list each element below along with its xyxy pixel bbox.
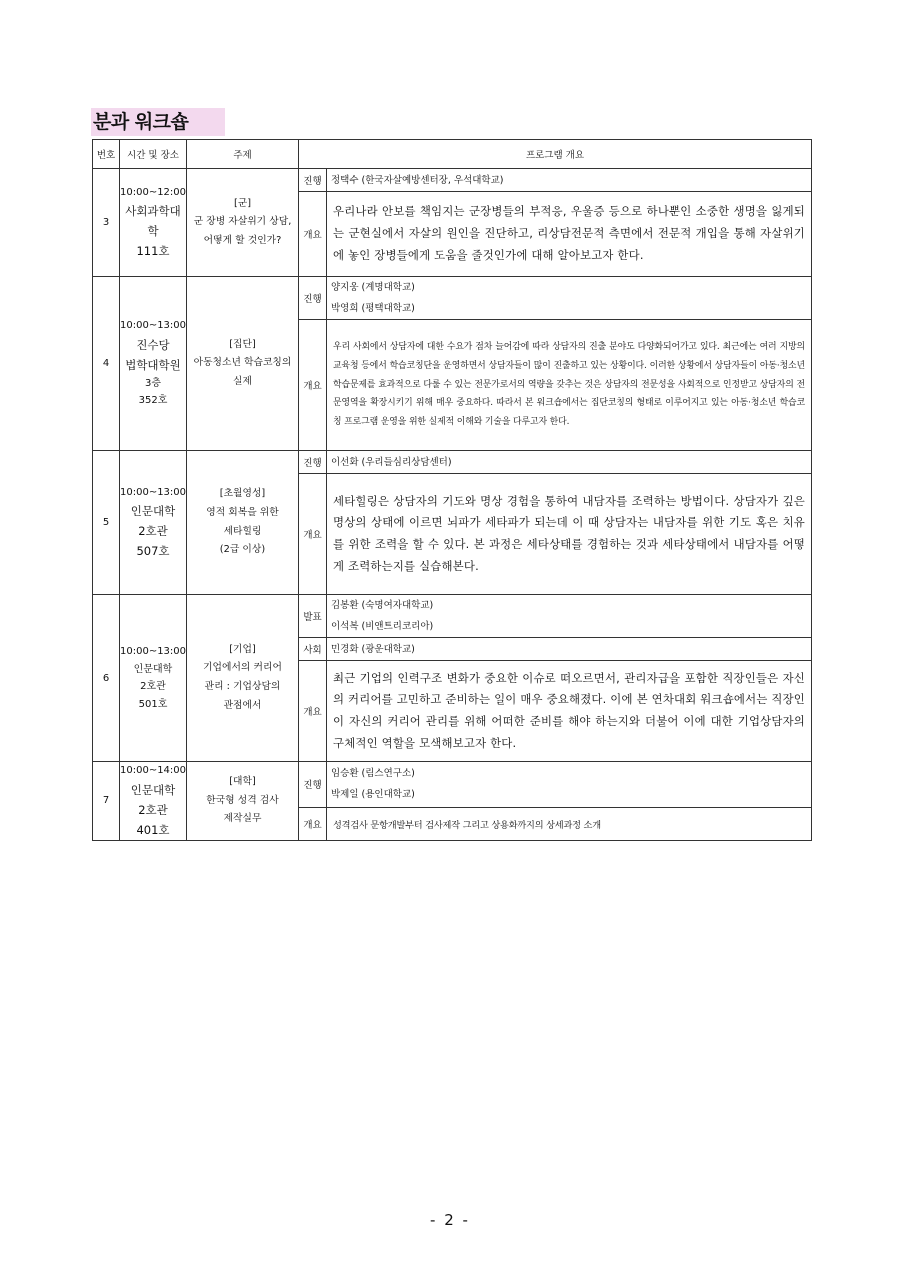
topic-line: 어떻게 할 것인가?: [203, 234, 282, 246]
person-name: 민경화 (광운대학교): [331, 643, 415, 655]
place-line: 사회과학대: [125, 204, 181, 219]
place-line: 진수당: [136, 337, 170, 352]
table-row: [93, 451, 812, 474]
topic-line: [대학]: [229, 776, 256, 788]
row-number: 3: [93, 169, 120, 277]
role-label: 진행: [299, 277, 327, 320]
row-number: 6: [93, 595, 120, 762]
time-place-cell: [120, 277, 187, 451]
topic-line: 관점에서: [223, 699, 262, 711]
header-topic: 주제: [187, 140, 299, 169]
place-line: 인문대학: [130, 782, 176, 797]
topic-cell: [187, 451, 299, 595]
role-label: 사회: [299, 638, 327, 661]
overview-text: 최근 기업의 인력구조 변화가 중요한 이슈로 떠오르면서, 관리자급을 포함한 직장인들은 자신의 커리어를 고민하고 준비하는 일이 매우 중요해졌다. 이에 본 연차대회 워크숍에서는 직장인이 자신의 커리어 관리를 위해 어떠한 준비를 해야 하는지와 더불어 이에 대한 기업상담자의 구체적인 역할을 모색해보고자 한다.: [327, 661, 812, 762]
person-cell: [327, 169, 812, 192]
person-name: 박영희 (평택대학교): [331, 303, 415, 314]
place-line: 3층: [144, 377, 162, 389]
time: 10:00~13:00: [120, 486, 187, 498]
header-time-place: 시간 및 장소: [120, 140, 187, 169]
topic-line: [군]: [233, 197, 252, 209]
person-name: 양지웅 (계명대학교): [331, 282, 415, 293]
time-place-cell: [120, 595, 187, 762]
page-number: - 2 -: [430, 1211, 470, 1229]
topic-line: [집단]: [229, 338, 256, 350]
place-line: 2호관: [140, 681, 166, 692]
topic-line: 실제: [233, 375, 252, 387]
topic-line: (2급 이상): [219, 544, 266, 556]
role-label: 개요: [299, 807, 327, 840]
topic-line: 세타힐링: [223, 525, 262, 537]
topic-line: 기업에서의 커리어: [203, 662, 282, 674]
topic-line: 아동청소년 학습코칭의: [193, 357, 292, 369]
place-line: 111호: [136, 244, 170, 259]
role-label: 진행: [299, 451, 327, 474]
person-name: 박제일 (용인대학교): [331, 789, 415, 801]
topic-cell: [187, 595, 299, 762]
topic-line: 관리 : 기업상담의: [204, 681, 281, 692]
person-name: 임승환 (림스연구소): [331, 768, 415, 780]
person-cell: [327, 595, 812, 638]
role-label: 개요: [299, 320, 327, 451]
person-cell: [327, 277, 812, 320]
table-header-row: [93, 140, 812, 169]
place-line: 401호: [136, 822, 170, 837]
place-line: 507호: [136, 544, 170, 559]
role-label: 발표: [299, 595, 327, 638]
time-place-cell: [120, 169, 187, 277]
time-place-cell: [120, 762, 187, 841]
person-cell: [327, 638, 812, 661]
role-label: 개요: [299, 474, 327, 595]
topic-cell: [187, 762, 299, 841]
place-line: 352호: [138, 395, 168, 407]
topic-cell: [187, 277, 299, 451]
row-number: 7: [93, 762, 120, 841]
time-place-cell: [120, 451, 187, 595]
table-row: [93, 595, 812, 638]
overview-text: 우리나라 안보를 책임지는 군장병들의 부적응, 우울증 등으로 하나뿐인 소중한 생명을 잃게되는 군현실에서 자살의 원인을 진단하고, 리상담전문적 측면에서 전문적 개입을 통해 자살위기에 놓인 장병들에게 도움을 줄것인가에 대해 알아보고자 한다.: [327, 192, 812, 277]
topic-cell: [187, 169, 299, 277]
person-name: 정택수 (한국자살예방센터장, 우석대학교): [331, 174, 504, 186]
row-number: 4: [93, 277, 120, 451]
time: 10:00~12:00: [120, 186, 187, 198]
topic-line: 군 장병 자살위기 상담,: [193, 216, 292, 228]
header-no: 번호: [93, 140, 120, 169]
time: 10:00~13:00: [120, 320, 187, 332]
person-name: 김봉환 (숙명여자대학교): [331, 600, 434, 611]
role-label: 개요: [299, 661, 327, 762]
topic-line: 한국형 성격 검사: [206, 794, 279, 806]
place-line: 인문대학: [133, 663, 173, 675]
person-cell: [327, 762, 812, 808]
person-cell: [327, 451, 812, 474]
place-line: 인문대학: [130, 504, 176, 519]
place-line: 2호관: [138, 524, 168, 539]
table-row: [93, 762, 812, 808]
topic-line: [기업]: [229, 643, 256, 655]
overview-text: 우리 사회에서 상담자에 대한 수요가 점차 늘어감에 따라 상담자의 진출 분야도 다양화되어가고 있다. 최근에는 여러 지방의 교육청 등에서 학습코칭단을 운영하면서 상담자들이 많이 진출하고 있는 상황이다. 이러한 상황에서 상담자들이 아동·청소년 학습문제를 효과적으로 다룰 수 있는 전문가로서의 역량을 갖추는 것은 상담자의 전문성을 사회적으로 인정받고 상담자의 전문영역을 확장시키기 위해 매우 중요하다. 따라서 본 워크숍에서는 집단코칭의 형태로 이루어지고 있는 아동·청소년 학습코칭 프로그램 운영을 위한 실제적 이해와 기술을 다루고자 한다.: [327, 320, 812, 451]
workshop-table: [92, 139, 812, 841]
role-label: 진행: [299, 169, 327, 192]
header-overview: 프로그램 개요: [299, 140, 812, 169]
role-label: 개요: [299, 192, 327, 277]
time: 10:00~14:00: [120, 765, 187, 776]
overview-text: 성격검사 문항개발부터 검사제작 그리고 상용화까지의 상세과정 소개: [327, 807, 812, 840]
table-row: [93, 169, 812, 192]
person-name: 이선화 (우리들심리상담센터): [331, 456, 452, 468]
person-name: 이석복 (비앤트리코리아): [331, 621, 434, 632]
topic-line: 영적 회복을 위한: [206, 506, 279, 518]
table-row: [93, 277, 812, 320]
place-line: 학: [147, 224, 159, 239]
place-line: 501호: [138, 698, 168, 710]
section-title: 분과 워크숍: [91, 108, 225, 136]
overview-text: 세타힐링은 상담자의 기도와 명상 경험을 통하여 내담자를 조력하는 방법이다. 상담자가 깊은 명상의 상태에 이르면 뇌파가 세타파가 되는데 이 때 상담자는 내담자를 위한 기도 혹은 치유를 위한 조력을 할 수 있다. 본 과정은 세타상태를 경험하는 것과 세타상태에서 내담자를 어떻게 조력하는지를 실습해본다.: [327, 474, 812, 595]
role-label: 진행: [299, 762, 327, 808]
place-line: 법학대학원: [125, 357, 181, 372]
row-number: 5: [93, 451, 120, 595]
time: 10:00~13:00: [120, 646, 187, 657]
topic-line: 제작실무: [223, 813, 262, 825]
place-line: 2호관: [138, 802, 168, 817]
topic-line: [초월영성]: [219, 488, 266, 500]
